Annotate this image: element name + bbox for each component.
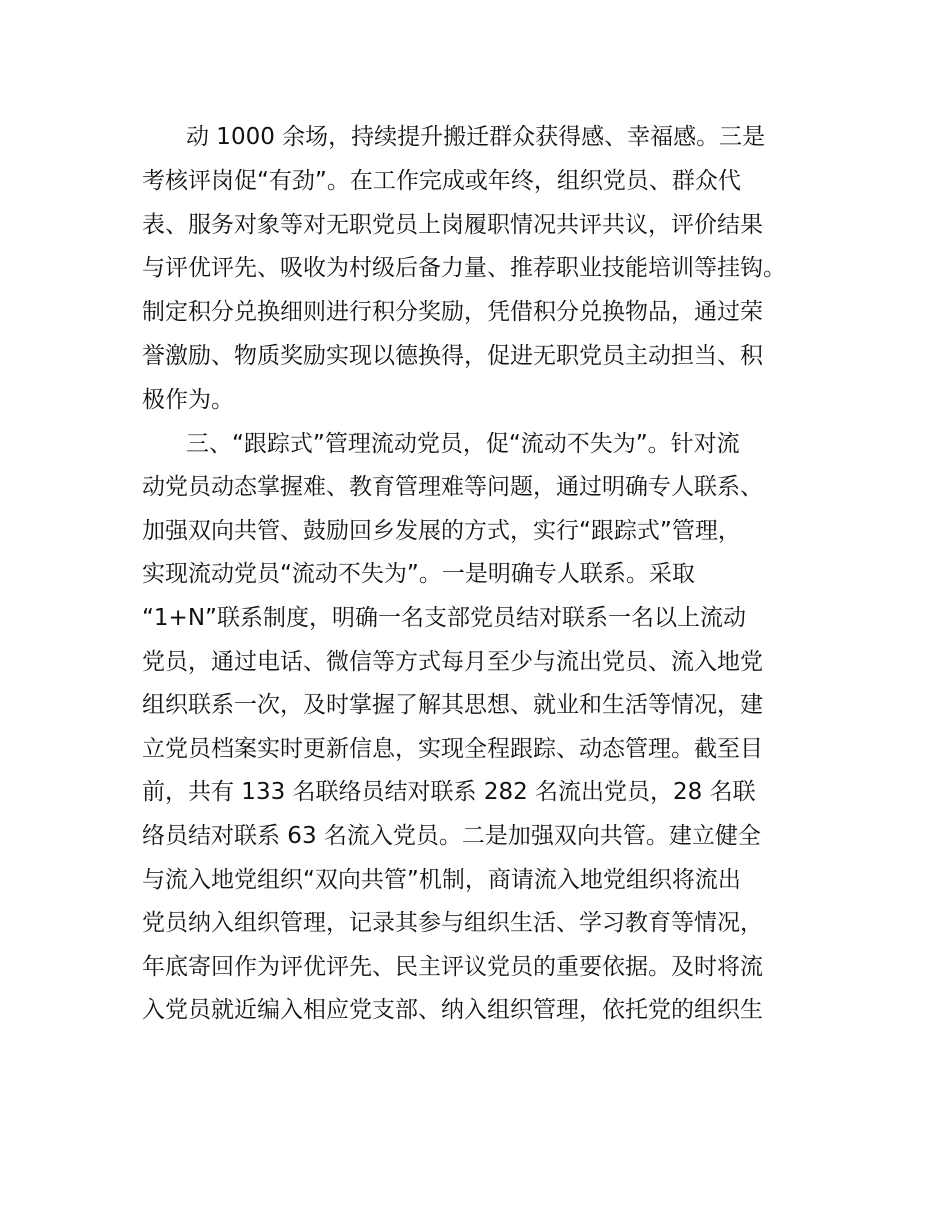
paragraph-1	[142, 116, 814, 423]
text-line: 实现流动党员“流动不失为”。一是明确专人联系。采取	[142, 561, 695, 588]
text-line: 制定积分兑换细则进行积分奖励，凭借积分兑换物品，通过荣	[142, 299, 763, 326]
text-line: 党员，通过电话、微信等方式每月至少与流出党员、流入地党	[142, 648, 763, 675]
text-line: 动 1000 余场，持续提升搬迁群众获得感、幸福感。三是	[186, 124, 766, 150]
text-line: 络员结对联系 63 名流入党员。二是加强双向共管。建立健全	[142, 822, 761, 849]
text-line: 考核评岗促“有劲”。在工作完成或年终，组织党员、群众代	[142, 167, 741, 194]
text-line: 誉激励、物质奖励实现以德换得，促进无职党员主动担当、积	[142, 342, 763, 369]
text-line: 立党员档案实时更新信息，实现全程跟踪、动态管理。截至目	[142, 735, 763, 762]
text-line: 动党员动态掌握难、教育管理难等问题，通过明确专人联系、	[142, 474, 763, 501]
text-line: 党员纳入组织管理，记录其参与组织生活、学习教育等情况，	[142, 910, 763, 937]
text-line: 年底寄回作为评优评先、民主评议党员的重要依据。及时将流	[142, 953, 763, 980]
text-line: 与评优评先、吸收为村级后备力量、推荐职业技能培训等挂钩。	[142, 255, 786, 282]
text-line: 表、服务对象等对无职党员上岗履职情况共评共议，评价结果	[142, 211, 763, 238]
text-line: 三、“跟踪式”管理流动党员，促“流动不失为”。针对流	[186, 430, 740, 457]
text-line: “1+N”联系制度，明确一名支部党员结对联系一名以上流动	[142, 604, 746, 631]
text-line: 与流入地党组织“双向共管”机制，商请流入地党组织将流出	[142, 866, 741, 893]
text-line: 前，共有 133 名联络员结对联系 282 名流出党员，28 名联	[142, 779, 756, 806]
document-body	[142, 116, 814, 1033]
text-line: 入党员就近编入相应党支部、纳入组织管理，依托党的组织生	[142, 997, 763, 1024]
text-line: 加强双向共管、鼓励回乡发展的方式，实行“跟踪式”管理，	[142, 517, 741, 544]
text-line: 组织联系一次，及时掌握了解其思想、就业和生活等情况，建	[142, 692, 763, 719]
text-line: 极作为。	[142, 386, 234, 413]
paragraph-2	[142, 423, 814, 1033]
